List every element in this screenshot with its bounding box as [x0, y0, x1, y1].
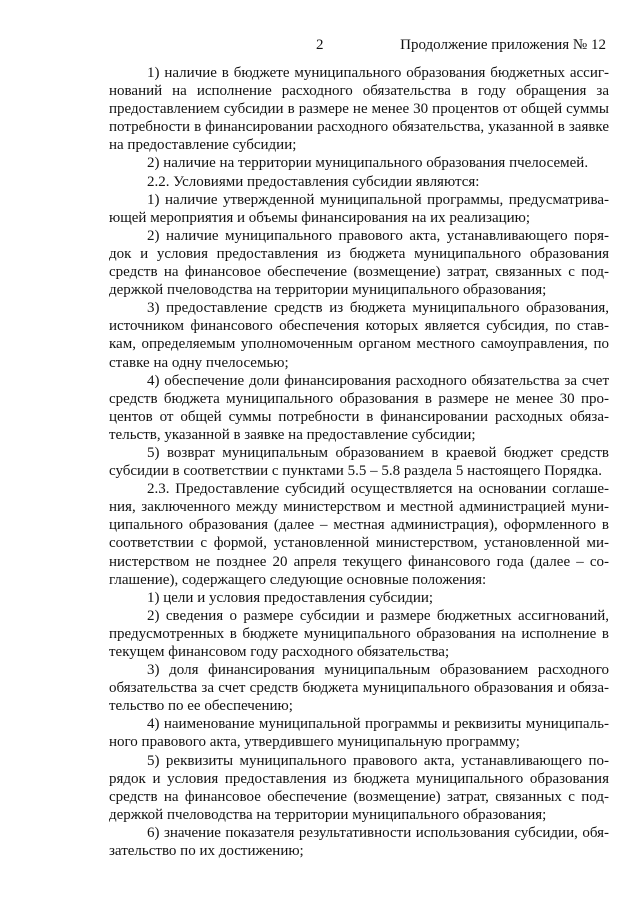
paragraph: 4) обеспечение доли финансирования расходного обязательства за счет средств бюджета муниципального образования в размере не менее 30 процентов от общей суммы потребности в финансировании расходных обязательств, указанной в заявке на предоставление субсидии; [109, 372, 609, 443]
paragraph: 5) реквизиты муниципального правового акта, устанавливающего порядок и условия предоставления из бюджета муниципального образования средств на финансовое обеспечение (возмещение) затрат, связанных с поддержкой пчеловодства на территории муниципального образования; [109, 752, 609, 823]
paragraph: 2) сведения о размере субсидии и размере бюджетных ассигнований, предусмотренных в бюджете муниципального образования на исполнение в текущем финансовом году расходного обязательства; [109, 607, 609, 660]
page-header [0, 37, 640, 57]
paragraph: 3) предоставление средств из бюджета муниципального образования, источником финансового обеспечения которых является субсидия, по ставкам, определяемым уполномоченным органом местного самоуправления, по ставке на одну пчелосемью; [109, 300, 609, 371]
document-body [109, 64, 609, 860]
page-number: 2 [316, 37, 324, 53]
paragraph: 1) наличие в бюджете муниципального образования бюджетных ассигнований на исполнение расходного обязательства в году обращения за предоставлением субсидии в размере не менее 30 процентов от общей суммы потребности в финансировании расходного обязательства, указанной в заявке на предоставление субсидии; [109, 65, 609, 154]
paragraph: 6) значение показателя результативности использования субсидии, обязательство по их достижению; [109, 824, 609, 860]
paragraph: 3) доля финансирования муниципальным образованием расходного обязательства за счет средств бюджета муниципального образования и обязательство по ее обеспечению; [109, 662, 609, 715]
section-heading-2-2: 2.2. Условиями предоставления субсидии являются: [147, 173, 480, 190]
paragraph: 2) наличие муниципального правового акта, устанавливающего порядок и условия предоставления из бюджета муниципального образования средств на финансовое обеспечение (возмещение) затрат, связанных с поддержкой пчеловодства на территории муниципального образования; [109, 227, 609, 299]
paragraph: 2) наличие на территории муниципального образования пчелосемей. [147, 155, 589, 172]
appendix-continuation-label: Продолжение приложения № 12 [400, 37, 606, 53]
paragraph: 4) наименование муниципальной программы и реквизиты муниципального правового акта, утвердившего муниципальную программу; [109, 716, 609, 751]
paragraph: 1) цели и условия предоставления субсидии; [147, 589, 434, 606]
paragraph: 5) возврат муниципальным образованием в краевой бюджет средств субсидии в соответствии с пунктами 5.5 – 5.8 раздела 5 настоящего Порядка. [109, 444, 609, 480]
section-heading-2-3: 2.3. Предоставление субсидий осуществляется на основании соглашения, заключенного между министерством и местной администрацией муниципального образования (далее – местная администрация), оформленного в соответствии с формой, установленной министерством, установленной министерством не позднее 20 апреля текущего финансового года (далее – соглашение), содержащего следующие основные положения: [109, 481, 609, 588]
paragraph: 1) наличие утвержденной муниципальной программы, предусматривающей мероприятия и объемы финансирования на их реализацию; [109, 191, 609, 226]
